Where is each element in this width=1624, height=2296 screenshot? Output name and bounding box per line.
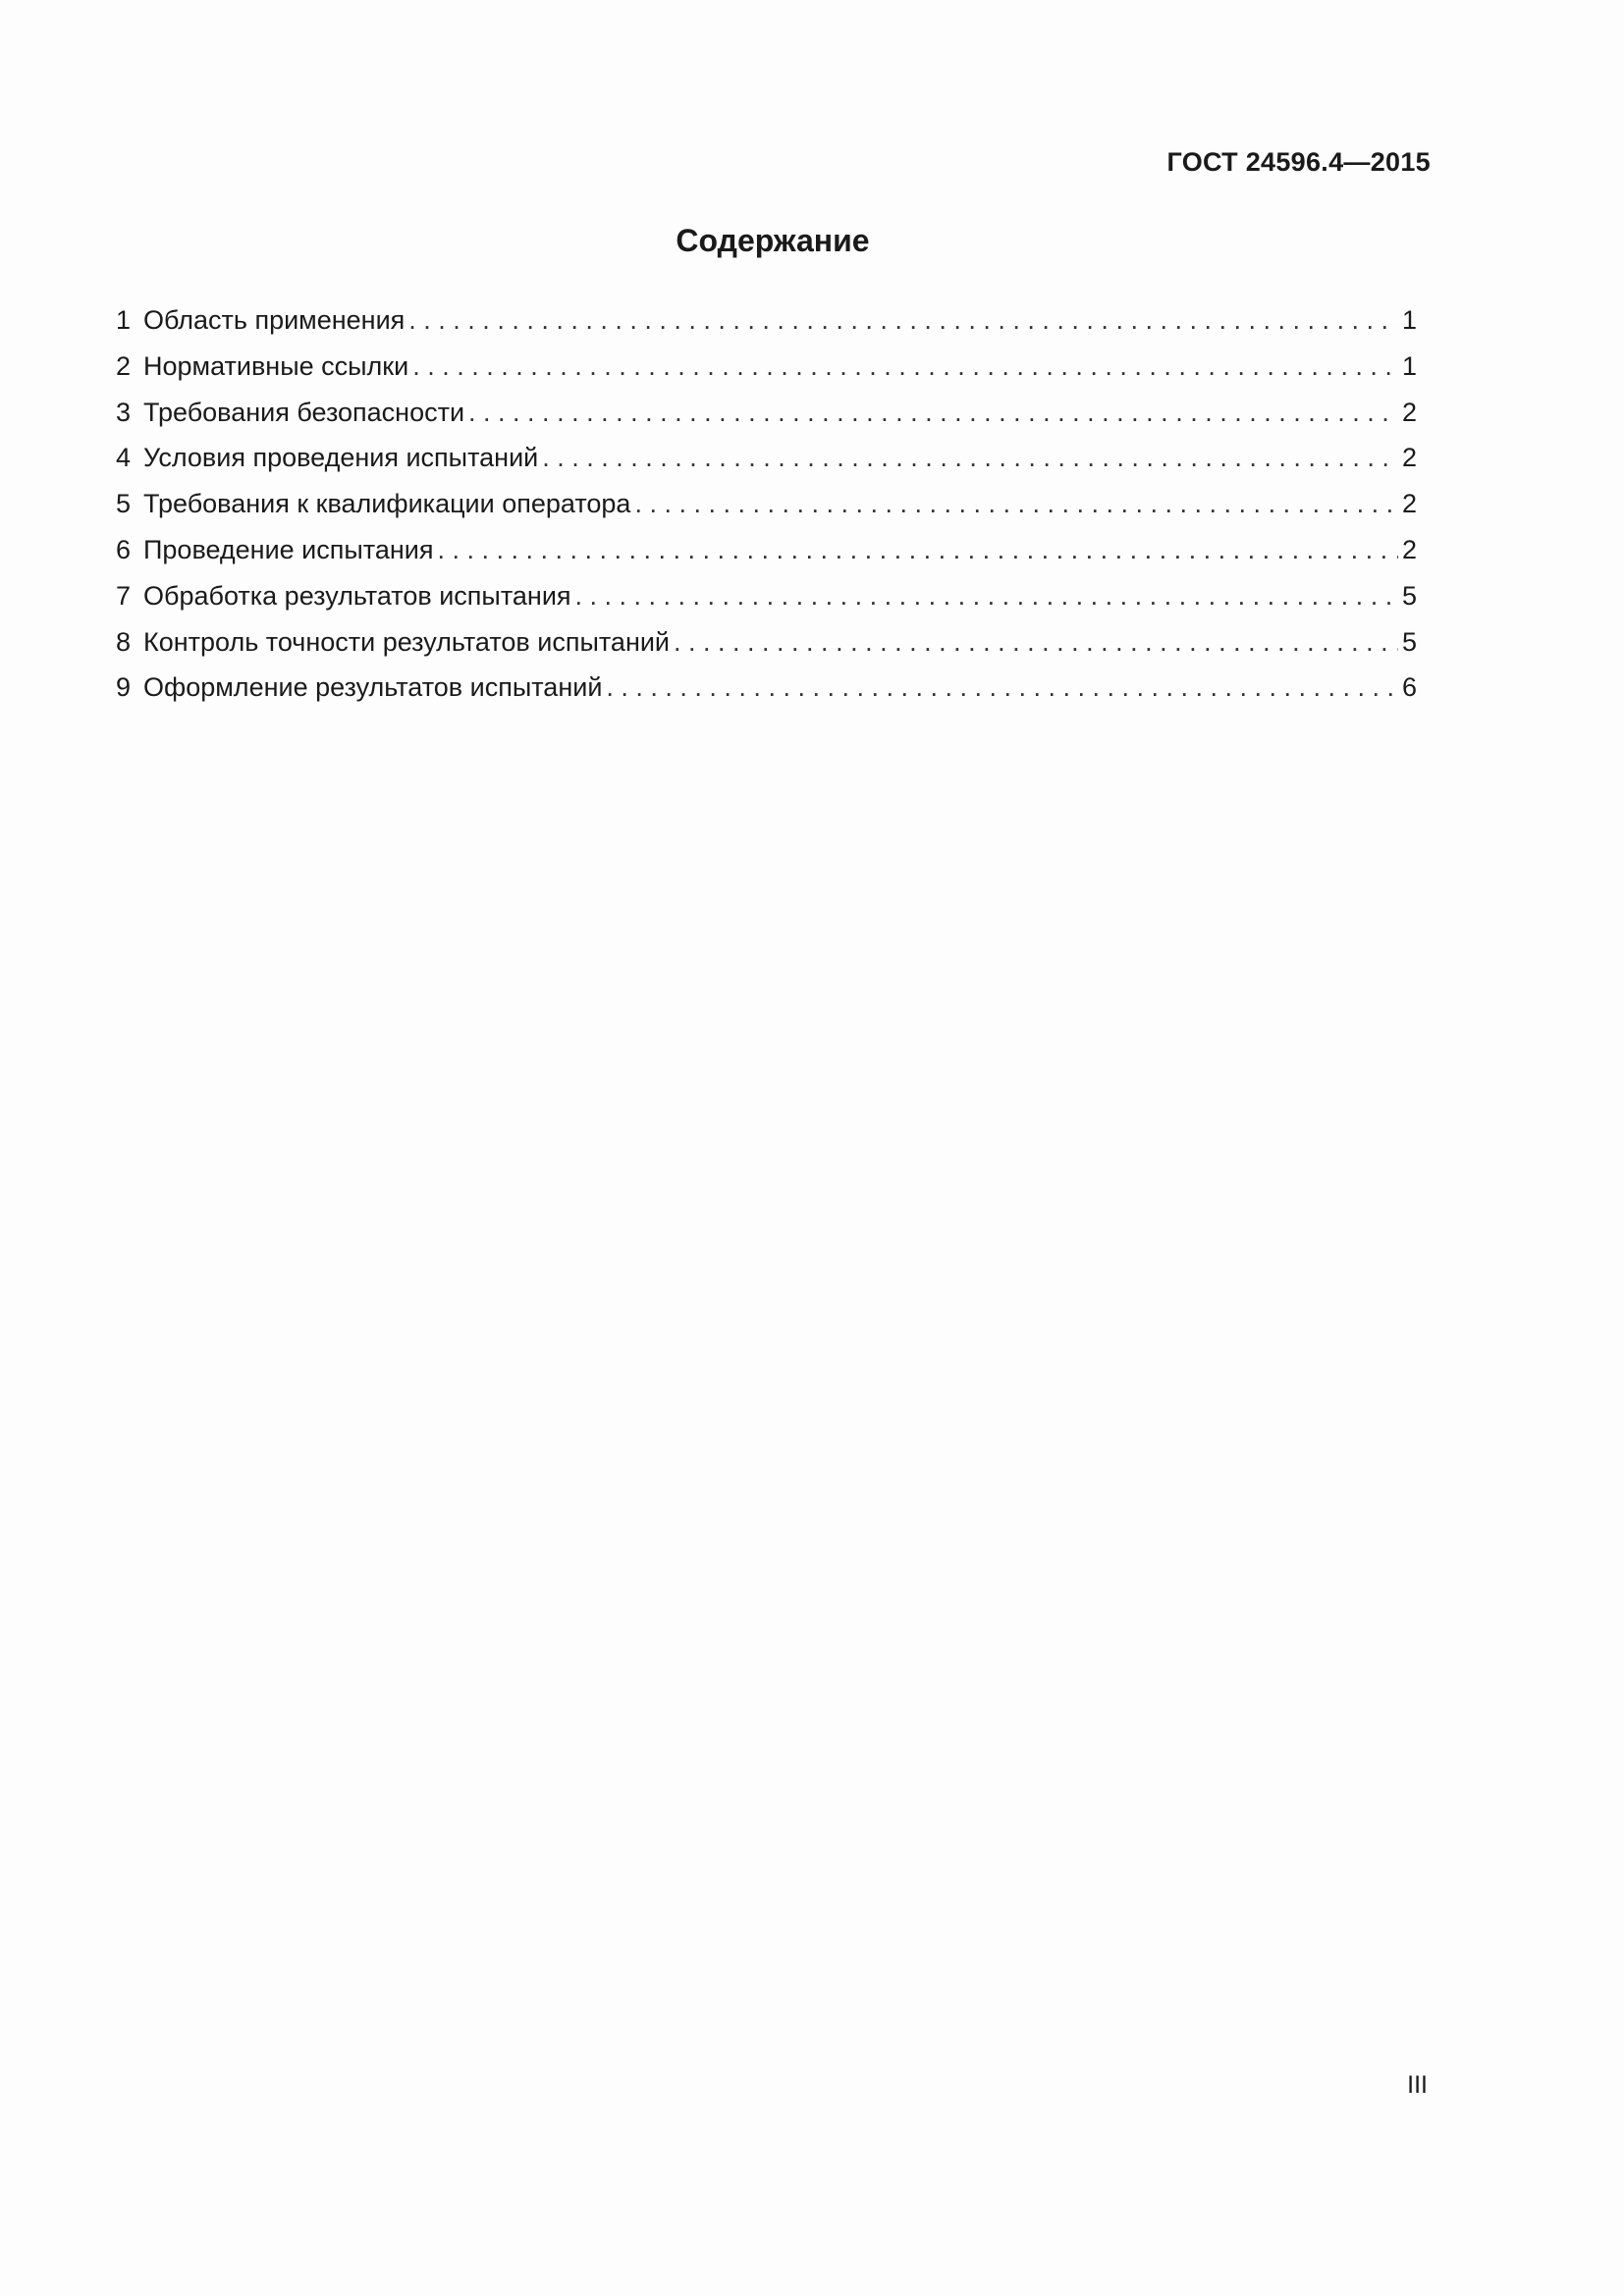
toc-entry-page: 1 — [1401, 350, 1417, 381]
toc-dot-leader — [542, 435, 1398, 481]
toc-entry-title: Условия проведения испытаний — [143, 443, 539, 473]
toc-entry-number: 6 — [116, 534, 132, 564]
toc-entry-number: 5 — [116, 489, 132, 519]
toc-entry-title: Оформление результатов испытаний — [143, 672, 603, 703]
toc-entry-page: 1 — [1401, 305, 1417, 335]
toc-entry-page: 5 — [1401, 626, 1417, 657]
toc-entry-title: Требования безопасности — [143, 397, 465, 427]
toc-dot-leader — [674, 619, 1398, 666]
toc-entry-title: Нормативные ссылки — [143, 350, 409, 381]
toc-entry-1[interactable] — [116, 297, 1417, 344]
document-code: ГОСТ 24596.4—2015 — [1166, 147, 1431, 177]
toc-entry-title: Контроль точности результатов испытаний — [143, 626, 671, 657]
toc-dot-leader — [634, 481, 1398, 527]
toc-entry-5[interactable] — [116, 481, 1417, 527]
toc-title: Содержание — [676, 223, 870, 258]
page-number: III — [1407, 2071, 1428, 2099]
toc-entry-title: Обработка результатов испытания — [143, 580, 571, 611]
toc-entry-4[interactable] — [116, 435, 1417, 481]
toc-entry-title: Требования к квалификации оператора — [143, 489, 631, 519]
toc-entry-page: 5 — [1401, 580, 1417, 611]
toc-entry-number: 7 — [116, 580, 132, 611]
toc-entry-number: 4 — [116, 443, 132, 473]
toc-entry-number: 8 — [116, 626, 132, 657]
toc-entry-number: 3 — [116, 397, 132, 427]
toc-entry-number: 2 — [116, 350, 132, 381]
toc-dot-leader — [412, 344, 1398, 390]
toc-dot-leader — [575, 573, 1398, 619]
toc-entry-title: Проведение испытания — [143, 534, 434, 564]
toc-entry-page: 6 — [1401, 672, 1417, 703]
toc-dot-leader — [606, 665, 1398, 711]
toc-dot-leader — [408, 297, 1398, 344]
toc-entry-7[interactable] — [116, 573, 1417, 619]
toc-entry-title: Область применения — [143, 305, 406, 335]
toc-entry-page: 2 — [1401, 489, 1417, 519]
toc-entry-number: 9 — [116, 672, 132, 703]
toc-entry-page: 2 — [1401, 443, 1417, 473]
toc-entry-2[interactable] — [116, 344, 1417, 390]
toc-entry-page: 2 — [1401, 534, 1417, 564]
toc-dot-leader — [437, 527, 1397, 573]
toc-entry-6[interactable] — [116, 527, 1417, 573]
toc-dot-leader — [468, 390, 1398, 436]
toc-entry-number: 1 — [116, 305, 132, 335]
toc-entry-page: 2 — [1401, 397, 1417, 427]
toc-entry-8[interactable] — [116, 619, 1417, 666]
toc-entry-9[interactable] — [116, 665, 1417, 711]
toc-entry-3[interactable] — [116, 390, 1417, 436]
toc-list — [116, 297, 1417, 711]
